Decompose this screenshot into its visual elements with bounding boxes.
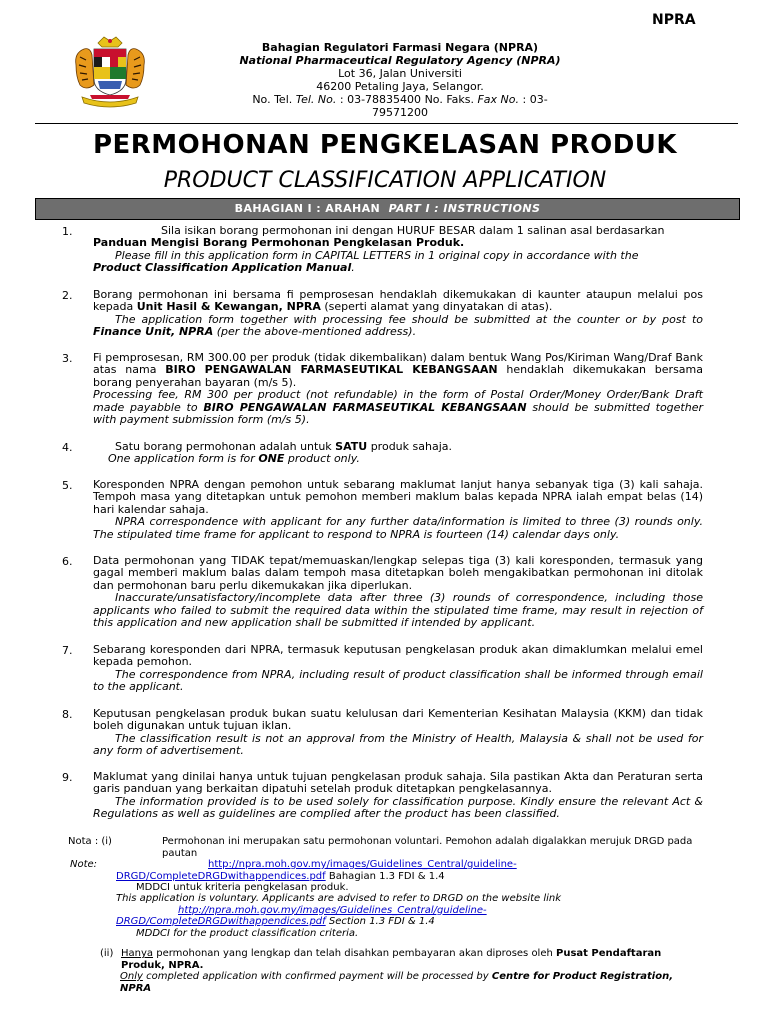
page-title: PERMOHONAN PENGKELASAN PRODUK: [92, 130, 678, 160]
note-text-bold: Pusat Pendaftaran Produk, NPRA.: [121, 948, 662, 971]
item-number: 2.: [62, 289, 73, 302]
item-text-ms: Data permohonan yang TIDAK tepat/memuaskan/lengkap selepas tiga (3) kali koresponden, termasuk yang gagal memberi maklum balas dalam tempoh masa ditetapkan boleh mengakibatkan permohonan ini ditolak dan permohonan baru perlu dikemukakan jika diperlukan.: [93, 554, 703, 592]
item-text-ms-bold: BIRO PENGAWALAN FARMASEUTIKAL KEBANGSAAN: [165, 363, 498, 377]
tel-label-en: Tel. No.: [295, 93, 337, 106]
item-text-ms: Fi pemprosesan, RM 300.00 per produk (tidak dikembalikan) dalam bentuk Wang Pos/Kiriman Wang/Draf Bank atas nama: [93, 351, 703, 377]
instruction-item-4: Satu borang permohonan adalah untuk SATU produk sahaja. One application form is for ONE product only.: [108, 440, 452, 466]
instruction-item-6: [93, 555, 703, 629]
item-text-ms: Koresponden NPRA dengan pemohon untuk sebarang maklumat lanjut hanya sebanyak tiga (3) kali sahaja. Tempoh masa yang ditetapkan untuk pemohon memberi maklum balas kepada NPRA ialah empat belas (14) hari kalendar sahaja.: [93, 478, 703, 516]
item-text-ms: Keputusan pengkelasan produk bukan suatu kelulusan dari Kementerian Kesihatan Malaysia (KKM) dan tidak boleh digunakan untuk tujuan iklan.: [93, 707, 703, 733]
tel-label-ms: No. Tel.: [252, 93, 293, 106]
instruction-item-5: [93, 479, 703, 541]
note-text: Bahagian 1.3 FDI & 1.4: [328, 870, 445, 882]
fax-value: : 03-: [522, 93, 548, 106]
note-text: Section 1.3 FDI & 1.4: [328, 916, 435, 927]
item-text-en: The classification result is not an approval from the Ministry of Health, Malaysia & shall not be used for any form of advertisement.: [93, 731, 703, 758]
address-line-1: Lot 36, Jalan Universiti: [338, 67, 462, 80]
drgd-link-continued[interactable]: DRGD/CompleteDRGDwithappendices.pdf: [116, 870, 326, 882]
item-text-ms: Sebarang koresponden dari NPRA, termasuk keputusan pengkelasan produk akan dimaklumkan melalui emel kepada pemohon.: [93, 643, 703, 669]
item-text-en: The information provided is to be used solely for classification purpose. Kindly ensure the relevant Act & Regulations as well as guidelines are complied after the product has been classified.: [93, 794, 703, 821]
note-i-ms-link: [116, 859, 706, 894]
item-text-ms: Borang permohonan ini bersama fi pemprosesan hendaklah dikemukakan di kaunter ataupun melalui pos kepada: [93, 288, 703, 314]
section-title-en: PART I : INSTRUCTIONS: [388, 202, 541, 215]
item-text-en: The application form together with processing fee should be submitted at the counter or by post to: [115, 312, 703, 326]
item-text-en-bold: Product Classification Application Manual: [93, 261, 352, 275]
section-header: [35, 198, 740, 220]
item-text-ms-bold: Unit Hasil & Kewangan, NPRA: [136, 300, 321, 314]
item-text-en: NPRA correspondence with applicant for any further data/information is limited to three (3) rounds only. The stipulated time frame for applicant to respond to NPRA is fourteen (14) calendar days only.: [93, 515, 703, 541]
instruction-item-9: [93, 771, 703, 821]
item-number: 5.: [62, 479, 73, 492]
item-text-en: One application form is for: [108, 452, 255, 466]
note-text: This application is voluntary. Applicants are advised to refer to DRGD on the website link: [116, 893, 562, 904]
fax-label-en: Fax No.: [477, 93, 520, 106]
note-ii: [116, 948, 706, 994]
item-text-ms: Satu borang permohonan adalah untuk: [115, 440, 332, 453]
section-title-ms: BAHAGIAN I : ARAHAN: [234, 202, 381, 215]
header-divider: [35, 123, 738, 124]
tel-value: : 03-78835400: [339, 93, 422, 106]
note-text: Permohonan ini merupakan satu permohonan voluntari. Pemohon adalah digalakkan merujuk DRGD pada pautan: [162, 836, 693, 859]
note-ii-label: (ii): [100, 948, 114, 959]
form-code: NPRA: [652, 12, 696, 28]
item-text-en: The correspondence from NPRA, including result of product classification shall be informed through email to the applicant.: [93, 667, 703, 694]
note-text: MDDCI for the product classification criteria.: [136, 927, 359, 939]
instruction-item-3: Fi pemprosesan, RM 300.00 per produk (tidak dikembalikan) dalam bentuk Wang Pos/Kiriman Wang/Draf Bank atas nama BIRO PENGAWALAN FARMASEUTIKAL KEBANGSAAN hendaklah dikemukakan bersama borang penyerahan bayaran (m/s 5). Processing fee, RM 300 per product (not refundable) in the form of Postal Order/Money Order/Bank Draft made payabble to BIRO PENGAWALAN FARMASEUTIKAL KEBANGSAAN should be submitted together with payment submission form (m/s 5).: [93, 351, 704, 427]
item-number: 3.: [62, 352, 73, 365]
item-number: 6.: [62, 555, 73, 568]
note-text: MDDCI untuk kriteria pengkelasan produk.: [136, 882, 349, 893]
instruction-item-2: Borang permohonan ini bersama fi pemprosesan hendaklah dikemukakan di kaunter ataupun melalui pos kepada Unit Hasil & Kewangan, NPRA (seperti alamat yang dinyatakan di atas). The application form together with processing fee should be submitted at the counter or by post to Finance Unit, NPRA (per the above-mentioned address).: [93, 288, 703, 339]
item-text-en: Processing fee, RM 300 per product (not refundable) in the form of Postal Order/Money Order/Bank Draft made payabble to: [93, 388, 703, 414]
item-text-ms: Sila isikan borang permohonan ini dengan HURUF BESAR dalam 1 salinan asal berdasarkan: [161, 224, 665, 237]
note-text: completed application with confirmed payment will be processed by: [146, 971, 489, 982]
item-text-ms-bold: SATU: [335, 440, 368, 453]
item-number: 9.: [62, 771, 73, 784]
org-name-ms: Bahagian Regulatori Farmasi Negara (NPRA): [261, 41, 539, 54]
item-number: 1.: [62, 225, 73, 238]
note-text-underline: Only: [120, 971, 143, 982]
item-text-ms-bold: Panduan Mengisi Borang Permohonan Pengkelasan Produk.: [93, 236, 465, 250]
instruction-item-7: [93, 644, 703, 694]
item-number: 8.: [62, 708, 73, 721]
item-text-ms: Maklumat yang dinilai hanya untuk tujuan pengkelasan produk sahaja. Sila pastikan Akta dan Peraturan serta garis panduan yang berkaitan dipatuhi setelah produk ditetapkan pengkelasannya.: [93, 770, 703, 796]
item-text-en-bold: ONE: [258, 452, 285, 466]
instruction-item-1: Sila isikan borang permohonan ini dengan HURUF BESAR dalam 1 salinan asal berdasarkan Panduan Mengisi Borang Permohonan Pengkelasan Produk. Please fill in this application form in CAPITAL LETTERS in 1 original copy in accordance with the Product Classification Application Manual.: [93, 225, 703, 275]
note-text-underline: Hanya: [121, 948, 154, 959]
drgd-link[interactable]: http://npra.moh.gov.my/images/Guidelines_Central/guideline-: [178, 904, 487, 916]
note-i-en: [116, 893, 706, 939]
address-line-2: 46200 Petaling Jaya, Selangor.: [316, 80, 484, 93]
note-label-ms: Nota : (i): [68, 836, 112, 847]
item-text-en: Inaccurate/unsatisfactory/incomplete data after three (3) rounds of correspondence, including those applicants who failed to submit the required data within the stipulated time frame, may result in rejection of this application and new application shall be submitted if intended by applicant.: [93, 591, 703, 630]
coat-of-arms-logo: [70, 35, 150, 110]
fax-value-line-2: 79571200: [372, 106, 428, 119]
item-text-en-bold: Finance Unit, NPRA: [93, 325, 214, 339]
contact-line: [200, 93, 600, 106]
note-label-en: Note:: [70, 859, 98, 870]
item-text-en-bold: BIRO PENGAWALAN FARMASEUTIKAL KEBANGSAAN: [203, 400, 527, 414]
drgd-link-continued[interactable]: DRGD/CompleteDRGDwithappendices.pdf: [116, 916, 326, 927]
drgd-link[interactable]: http://npra.moh.gov.my/images/Guidelines_Central/guideline-: [208, 859, 517, 870]
note-text-bold: Centre for Product Registration, NPRA: [120, 971, 674, 994]
instruction-item-8: [93, 708, 703, 758]
item-number: 7.: [62, 644, 73, 657]
page-subtitle: PRODUCT CLASSIFICATION APPLICATION: [163, 168, 607, 193]
item-text-en: Please fill in this application form in CAPITAL LETTERS in 1 original copy in accordance with the: [115, 248, 639, 262]
fax-label-ms: No. Faks.: [424, 93, 474, 106]
org-name-en: National Pharmaceutical Regulatory Agency (NPRA): [239, 54, 561, 67]
item-number: 4.: [62, 441, 73, 454]
note-text: permohonan yang lengkap dan telah disahkan pembayaran akan diproses oleh: [156, 948, 553, 959]
note-i-ms: [116, 836, 706, 859]
